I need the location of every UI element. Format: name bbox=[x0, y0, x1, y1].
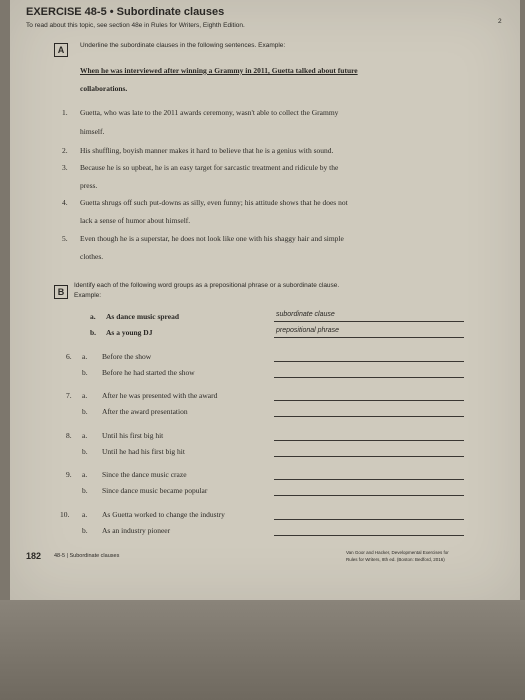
answer-line[interactable] bbox=[274, 400, 464, 401]
item-number: 4. bbox=[62, 198, 68, 207]
item-number: 8. bbox=[66, 431, 72, 440]
word-group: Before he had started the show bbox=[102, 368, 195, 377]
sentence-line[interactable]: press. bbox=[80, 181, 98, 190]
item-letter: b. bbox=[82, 526, 88, 535]
example-word-group: As a young DJ bbox=[106, 328, 153, 337]
word-group: Until his first big hit bbox=[102, 431, 164, 440]
item-number: 3. bbox=[62, 163, 68, 172]
word-group: Until he had his first big hit bbox=[102, 447, 185, 456]
exercise-subtitle: To read about this topic, see section 48e in Rules for Writers, Eighth Edition. bbox=[26, 22, 245, 29]
sentence-line[interactable]: His shuffling, boyish manner makes it hard to believe that he is a genius with sound. bbox=[80, 146, 334, 155]
answer-line[interactable] bbox=[274, 361, 464, 362]
exercise-title: EXERCISE 48-5 • Subordinate clauses bbox=[26, 6, 225, 18]
item-letter: b. bbox=[82, 407, 88, 416]
example-letter: a. bbox=[90, 312, 96, 321]
answer-line[interactable] bbox=[274, 416, 464, 417]
word-group: After the award presentation bbox=[102, 407, 188, 416]
example-word-group: As dance music spread bbox=[106, 312, 179, 321]
sentence-line[interactable]: clothes. bbox=[80, 252, 104, 261]
word-group: As Guetta worked to change the industry bbox=[102, 510, 225, 519]
item-letter: a. bbox=[82, 470, 88, 479]
answer-line[interactable] bbox=[274, 535, 464, 536]
answer-line[interactable] bbox=[274, 519, 464, 520]
page-corner-number: 2 bbox=[498, 18, 502, 25]
item-number: 1. bbox=[62, 108, 68, 117]
word-group: Before the show bbox=[102, 352, 152, 361]
item-number: 5. bbox=[62, 234, 68, 243]
item-letter: b. bbox=[82, 447, 88, 456]
part-b-instruction-line2: Example: bbox=[74, 292, 102, 299]
part-a-label: A bbox=[54, 43, 68, 57]
part-b-label: B bbox=[54, 285, 68, 299]
sentence-line[interactable]: Guetta, who was late to the 2011 awards ceremony, wasn't able to collect the Grammy bbox=[80, 108, 339, 117]
footer-credit-line2: Rules for Writers, 8th ed. (Boston: Bedford, 2016) bbox=[346, 557, 445, 562]
part-a-example-line2: collaborations. bbox=[80, 84, 128, 93]
word-group: After he was presented with the award bbox=[102, 391, 218, 400]
item-number: 9. bbox=[66, 470, 72, 479]
answer-line[interactable] bbox=[274, 479, 464, 480]
answer-line[interactable] bbox=[274, 495, 464, 496]
example-letter: b. bbox=[90, 328, 97, 337]
footer-section: 48-5 | Subordinate clauses bbox=[54, 553, 120, 559]
item-number: 2. bbox=[62, 146, 68, 155]
example-answer: subordinate clause bbox=[276, 311, 335, 318]
answer-line[interactable] bbox=[274, 377, 464, 378]
sentence-line[interactable]: Even though he is a superstar, he does not look like one with his shaggy hair and simple bbox=[80, 234, 344, 243]
word-group: As an industry pioneer bbox=[102, 526, 171, 535]
sentence-line[interactable]: lack a sense of humor about himself. bbox=[80, 216, 191, 225]
item-number: 6. bbox=[66, 352, 72, 361]
part-b-instruction-line1: Identify each of the following word groups as a prepositional phrase or a subordinate clause. bbox=[74, 282, 340, 289]
part-a-example-line1: When he was interviewed after winning a Grammy in 2011, Guetta talked about future bbox=[80, 66, 358, 75]
background-surface bbox=[0, 600, 525, 700]
part-a-instruction: Underline the subordinate clauses in the following sentences. Example: bbox=[80, 42, 286, 49]
item-number: 7. bbox=[66, 391, 72, 400]
sentence-line[interactable]: Because he is so upbeat, he is an easy target for sarcastic treatment and ridicule by the bbox=[80, 163, 339, 172]
item-letter: a. bbox=[82, 352, 88, 361]
answer-line bbox=[274, 321, 464, 322]
item-letter: a. bbox=[82, 431, 88, 440]
answer-line[interactable] bbox=[274, 456, 464, 457]
item-letter: b. bbox=[82, 368, 88, 377]
item-number: 10. bbox=[60, 510, 70, 519]
example-answer: prepositional phrase bbox=[276, 327, 340, 334]
item-letter: a. bbox=[82, 391, 88, 400]
answer-line bbox=[274, 337, 464, 338]
answer-line[interactable] bbox=[274, 440, 464, 441]
worksheet-page bbox=[10, 0, 520, 600]
word-group: Since the dance music craze bbox=[102, 470, 187, 479]
footer-credit-line1: Van Goor and Hacker, Developmental Exercises for bbox=[346, 550, 449, 555]
sentence-line[interactable]: Guetta shrugs off such put-downs as silly, even funny; his attitude shows that he does not bbox=[80, 198, 348, 207]
word-group: Since dance music became popular bbox=[102, 486, 208, 495]
sentence-line[interactable]: himself. bbox=[80, 127, 105, 136]
item-letter: a. bbox=[82, 510, 88, 519]
item-letter: b. bbox=[82, 486, 88, 495]
page-number: 182 bbox=[26, 551, 42, 561]
